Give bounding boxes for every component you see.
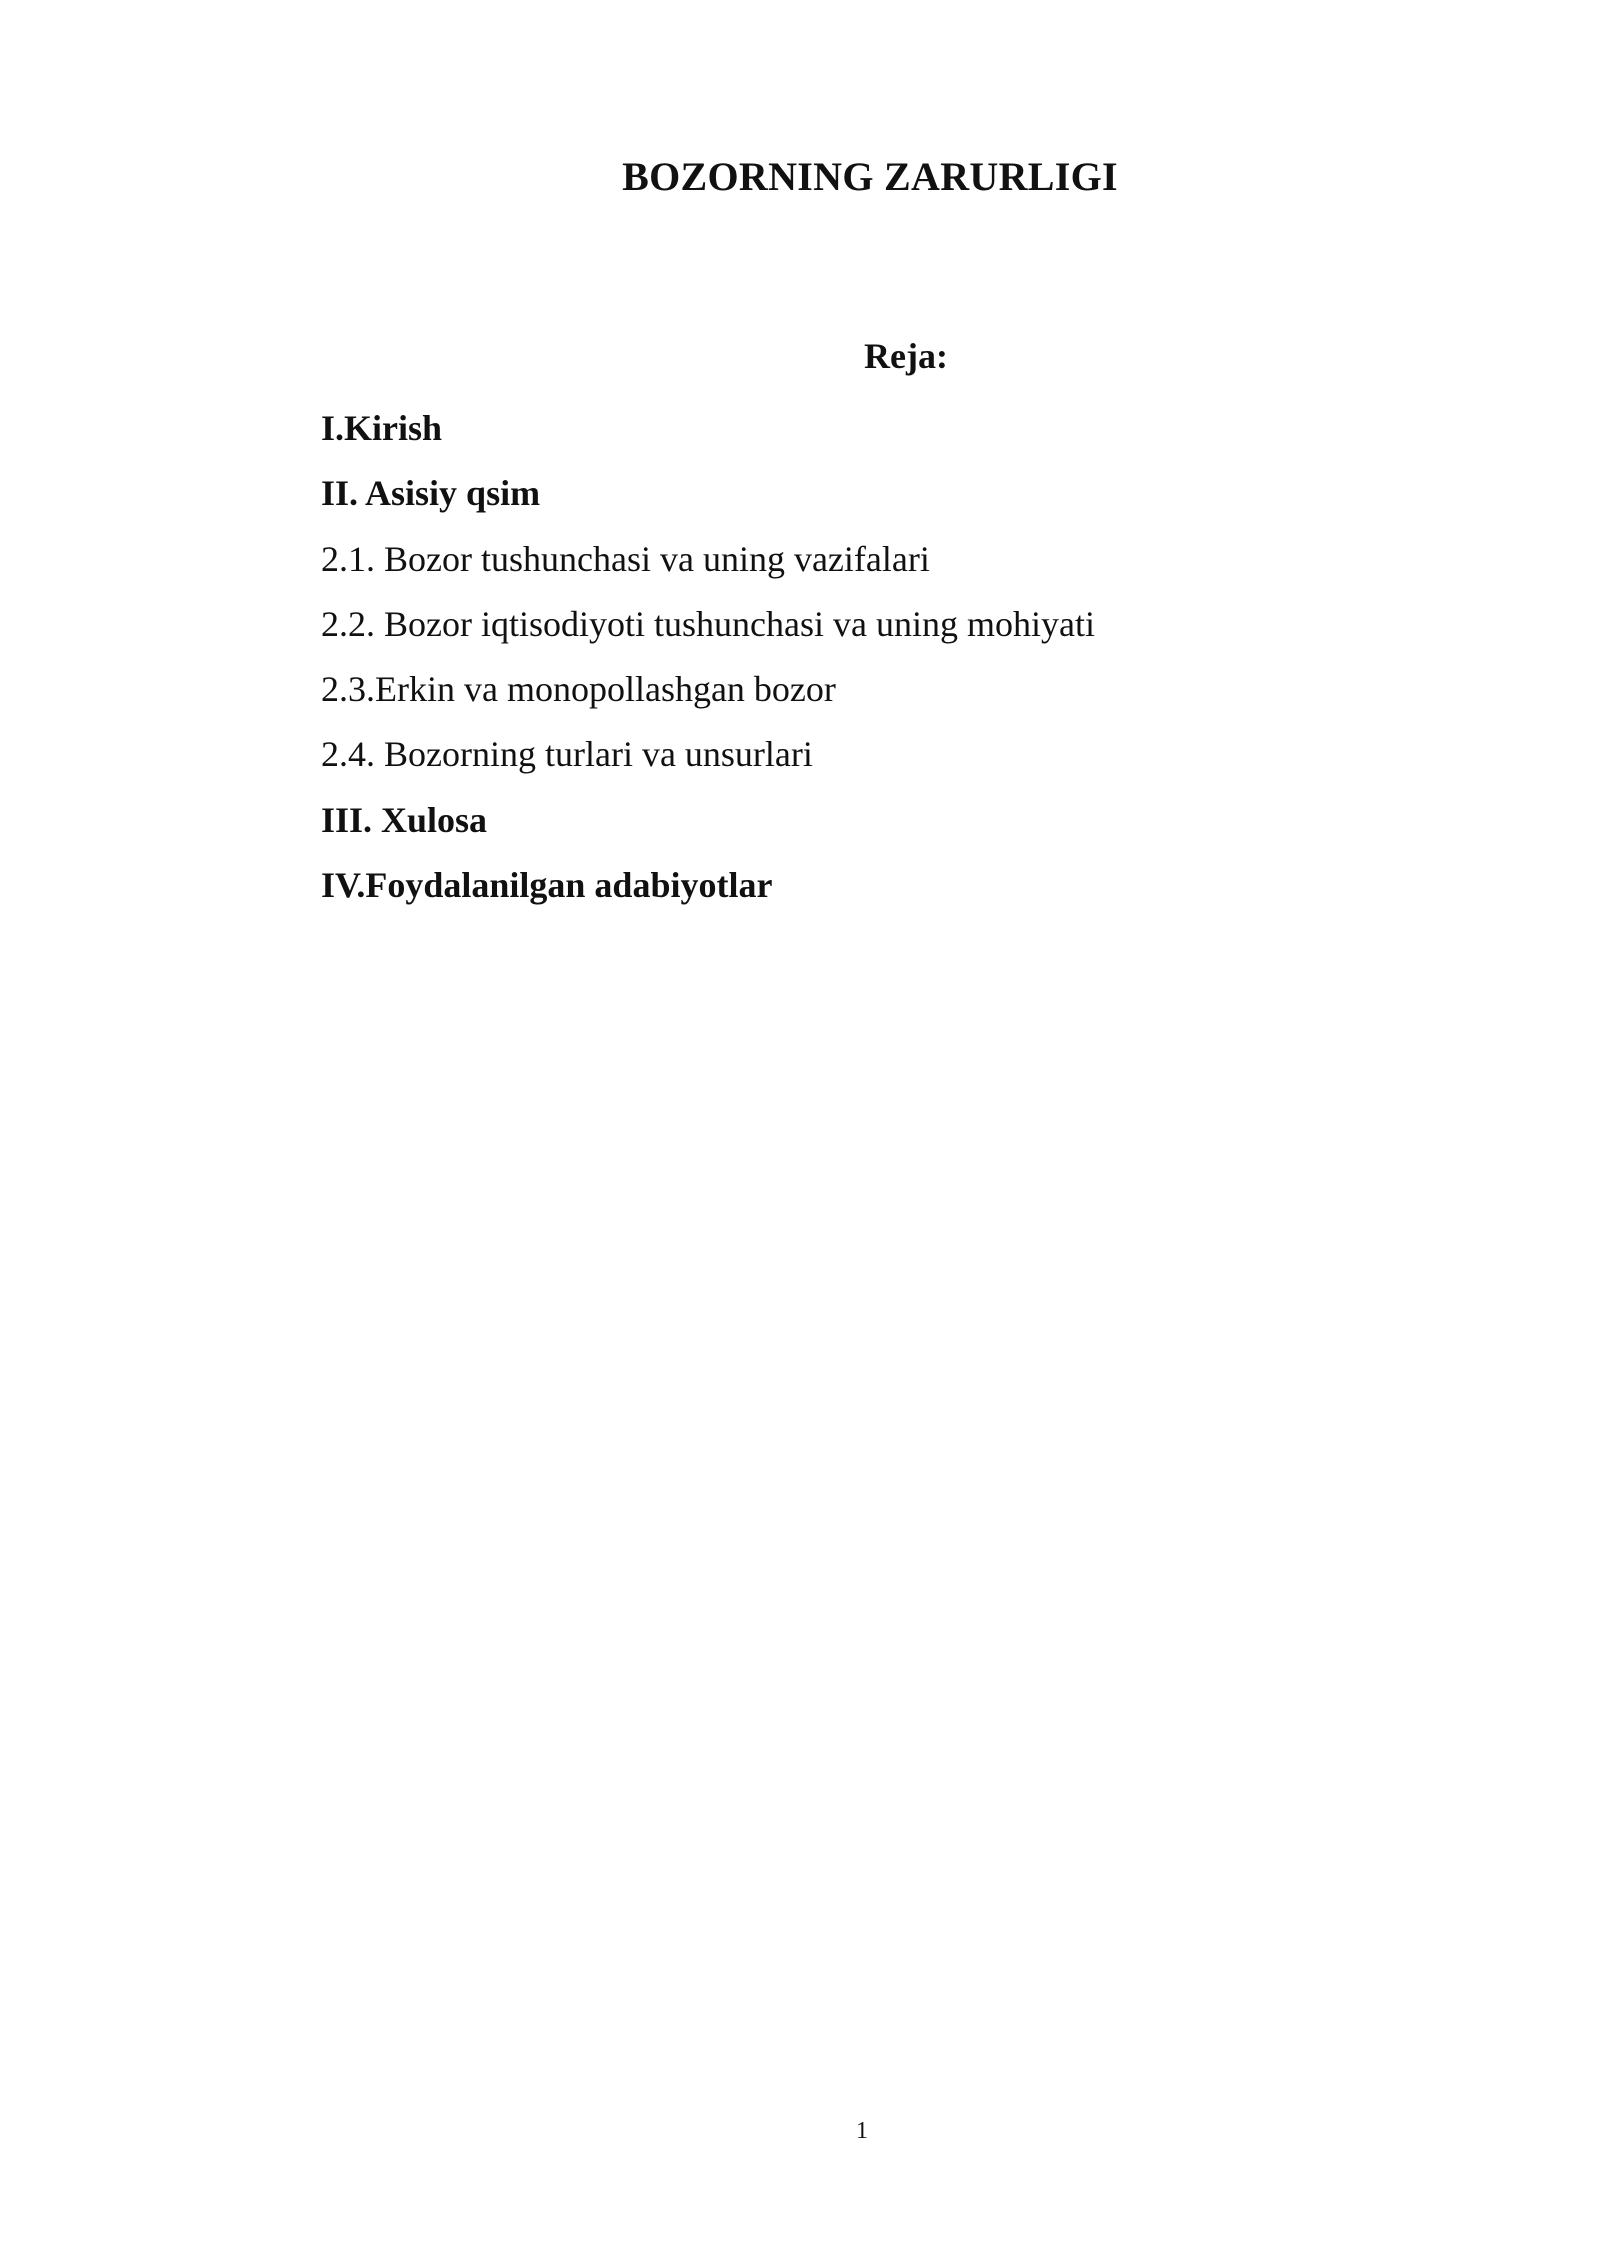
plan-item-main-part: II. Asisiy qsim	[321, 473, 541, 514]
document-title: BOZORNING ZARURLIGI	[622, 154, 1118, 199]
plan-heading: Reja:	[864, 336, 948, 376]
plan-item-conclusion: III. Xulosa	[321, 799, 488, 840]
plan-item-references: IV.Foydalanilgan adabiyotlar	[321, 865, 773, 906]
plan-item-introduction: I.Kirish	[321, 408, 443, 448]
plan-item-2-2: 2.2. Bozor iqtisodiyoti tushunchasi va uning mohiyati	[321, 603, 1095, 644]
plan-item-2-4: 2.4. Bozorning turlari va unsurlari	[321, 734, 813, 775]
plan-item-2-3: 2.3.Erkin va monopollashgan bozor	[321, 669, 836, 710]
plan-item-2-1: 2.1. Bozor tushunchasi va uning vazifalari	[321, 538, 930, 579]
page-number: 1	[856, 2118, 868, 2144]
plan-list	[321, 396, 1095, 918]
